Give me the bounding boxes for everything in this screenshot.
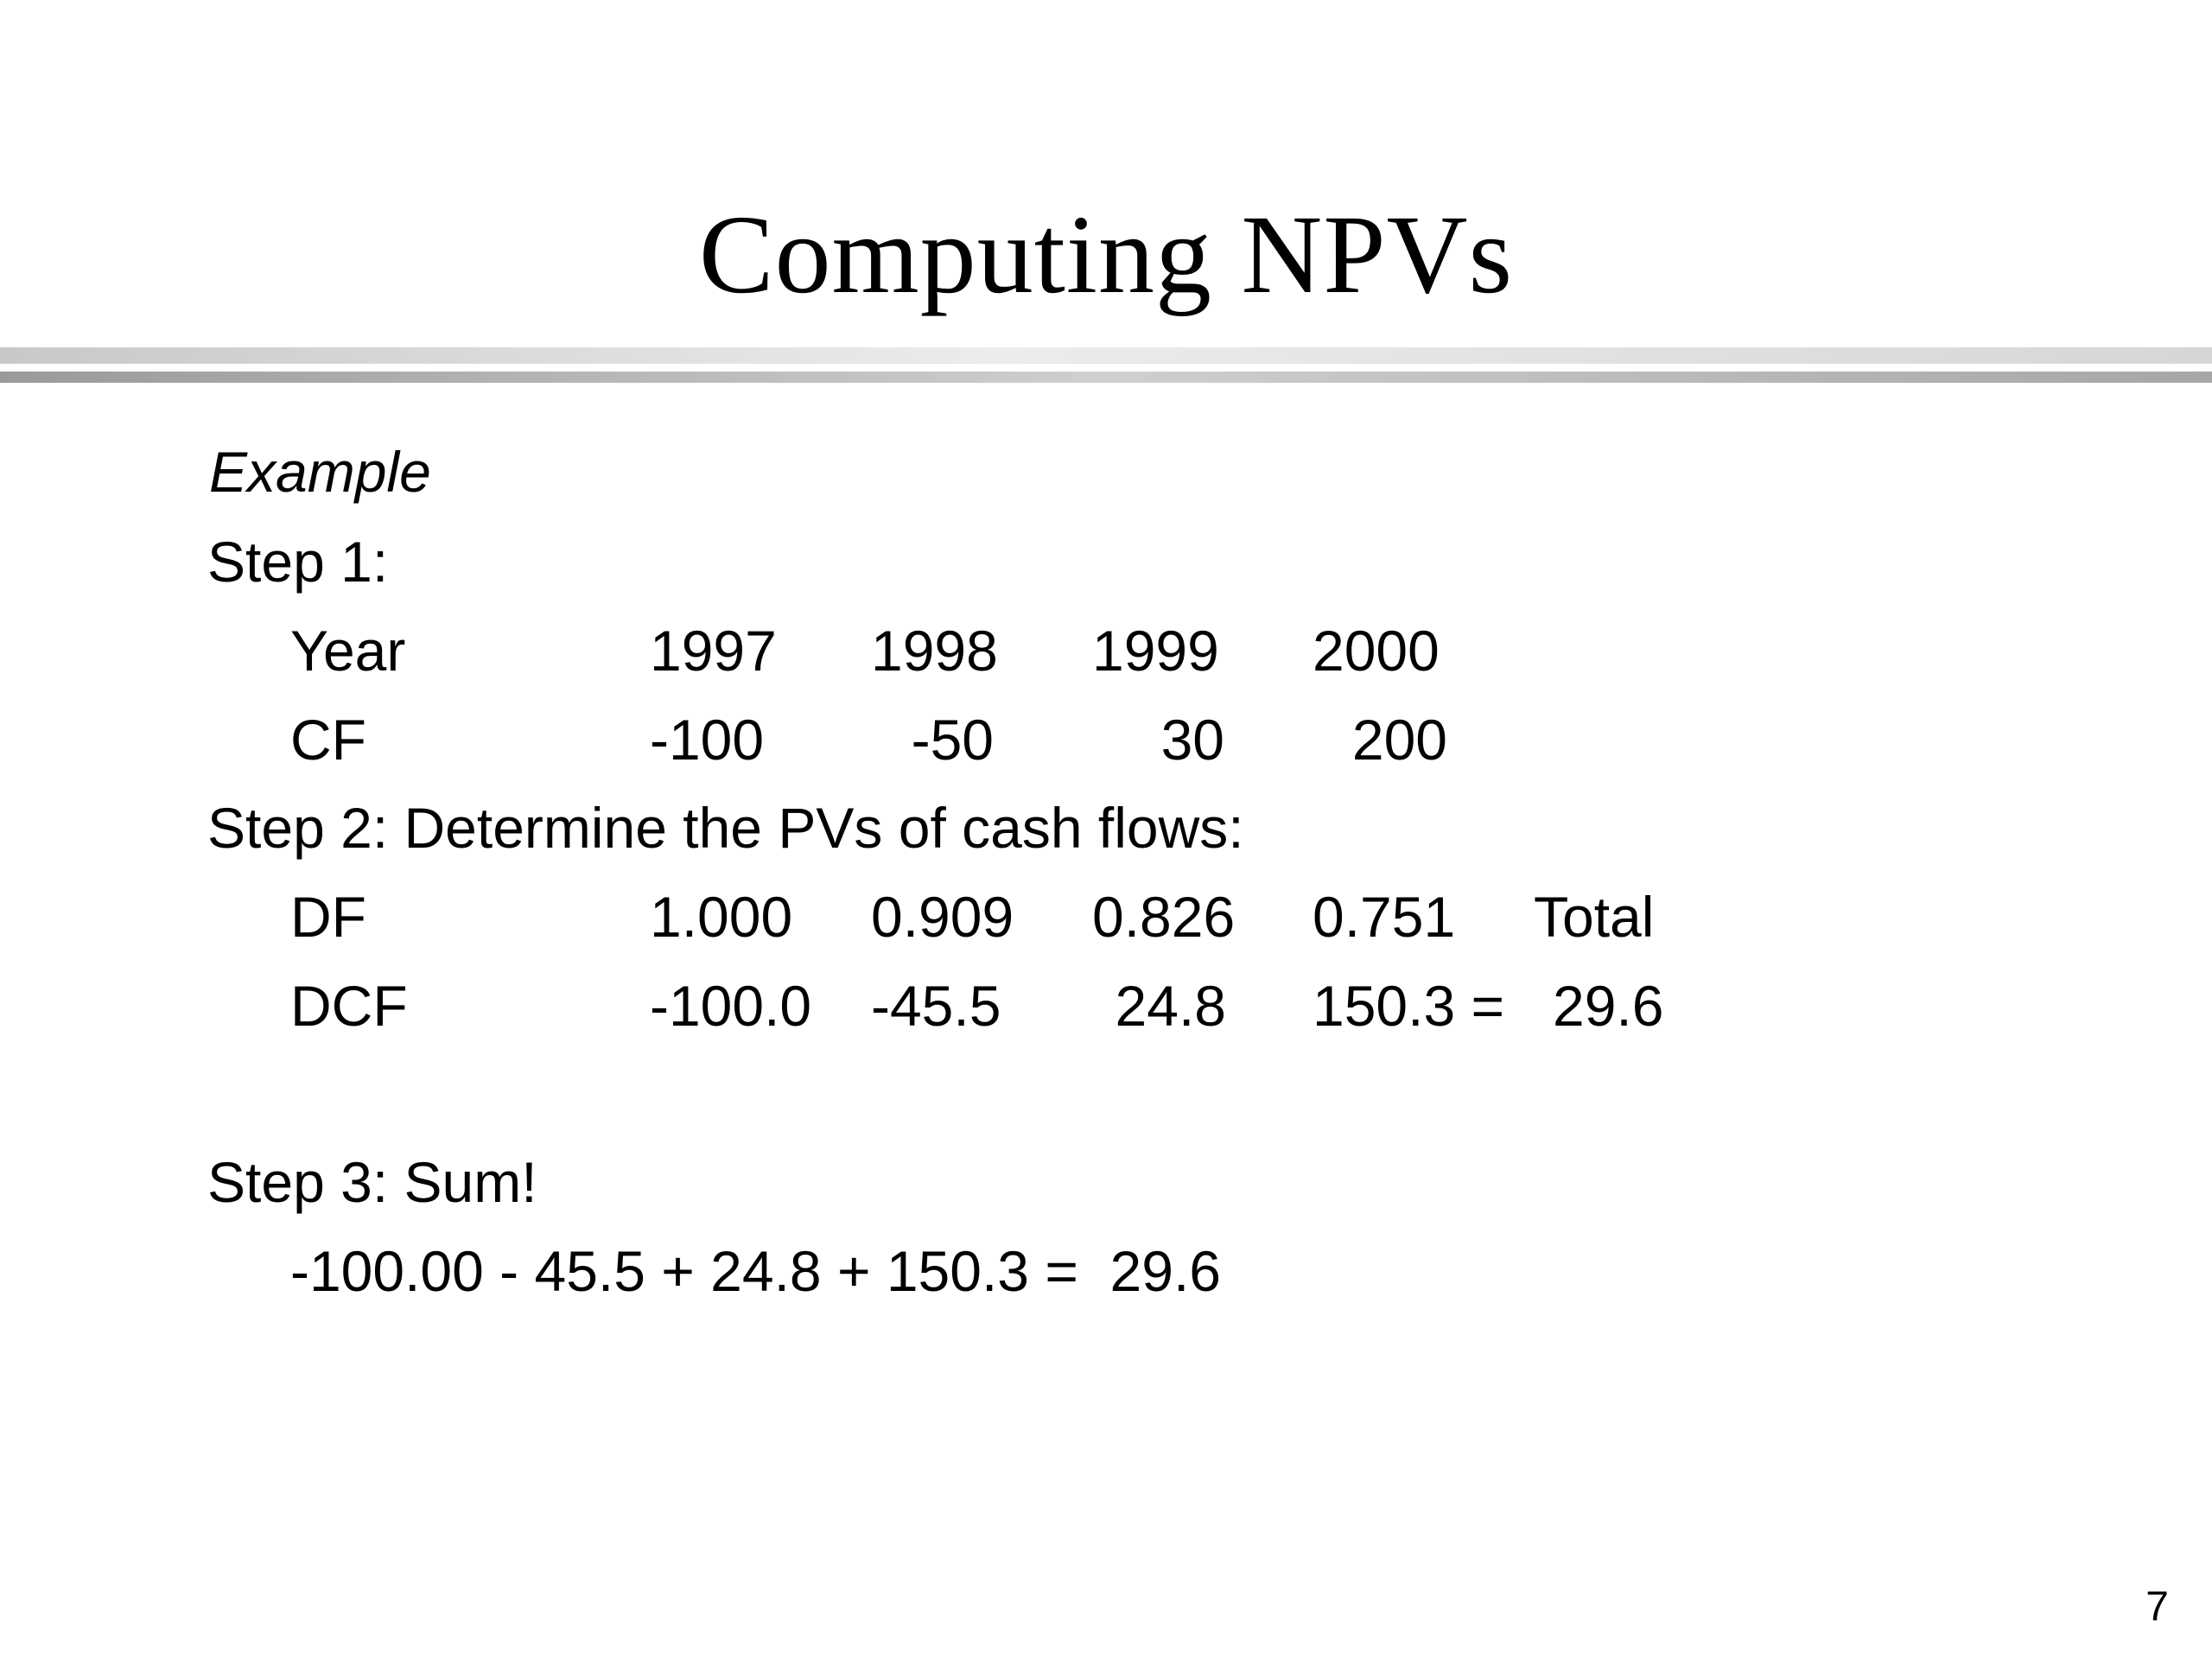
- df-1997: 1.000: [650, 885, 793, 949]
- cf-1997: -100: [650, 708, 765, 772]
- cf-2000: 200: [1351, 708, 1447, 772]
- dcf-2000: 150.3 =: [1313, 974, 1505, 1038]
- df-label: DF: [290, 885, 366, 949]
- cf-1998: -50: [911, 708, 994, 772]
- year-1997: 1997: [650, 619, 777, 683]
- year-1999: 1999: [1092, 619, 1219, 683]
- example-label: Example: [209, 440, 431, 504]
- sum-equation: -100.00 - 45.5 + 24.8 + 150.3 = 29.6: [290, 1239, 1222, 1303]
- df-row: [0, 882, 2212, 951]
- dcf-1997: -100.0: [650, 974, 812, 1038]
- cf-label: CF: [290, 708, 366, 772]
- df-1999: 0.826: [1092, 885, 1236, 949]
- df-1998: 0.909: [871, 885, 1014, 949]
- step3-heading: Step 3: Sum!: [207, 1150, 537, 1214]
- dcf-row: [0, 971, 2212, 1040]
- dcf-1999: 24.8: [1115, 974, 1226, 1038]
- dcf-label: DCF: [290, 974, 408, 1038]
- dcf-1998: -45.5: [871, 974, 1001, 1038]
- dcf-total-value: 29.6: [1553, 974, 1664, 1038]
- year-label: Year: [290, 619, 406, 683]
- slide-title: Computing NPVs: [698, 193, 1514, 317]
- cf-row: [0, 705, 2212, 774]
- step1-heading: Step 1:: [207, 530, 389, 594]
- year-1998: 1998: [871, 619, 998, 683]
- title-rule-light: [0, 347, 2212, 364]
- year-row: [0, 616, 2212, 685]
- df-total-label: Total: [1534, 885, 1655, 949]
- title-rule-dark: [0, 372, 2212, 383]
- cf-1999: 30: [1160, 708, 1224, 772]
- df-2000: 0.751: [1313, 885, 1456, 949]
- step2-heading: Step 2: Determine the PVs of cash flows:: [207, 796, 1244, 860]
- year-2000: 2000: [1313, 619, 1440, 683]
- page-number: 7: [2145, 1584, 2169, 1630]
